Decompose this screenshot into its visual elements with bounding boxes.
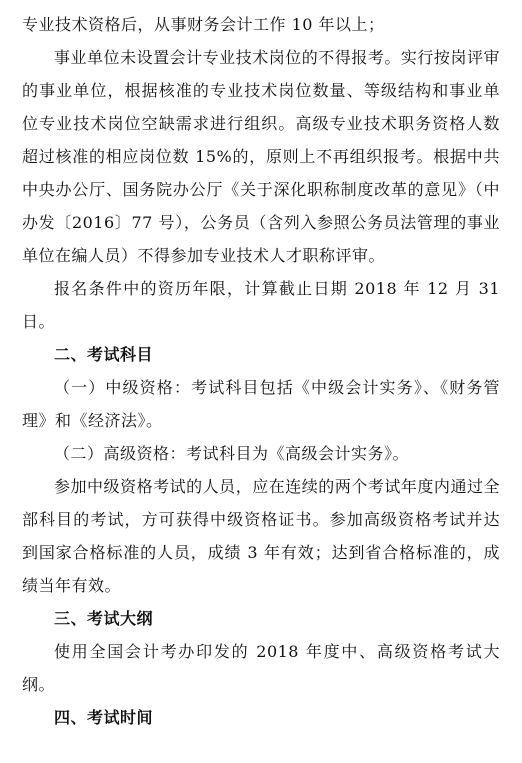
document-body — [22, 8, 500, 734]
paragraph-institution-rules: 事业单位未设置会计专业技术岗位的不得报考。实行按岗评审的事业单位，根据核准的专业技术岗位数量、等级结构和事业单位专业技术岗位空缺需求进行组织。高级专业技术职务资格人数超过核准的相应岗位数 15%的，原则上不再组织报考。根据中共中央办公厅、国务院办公厅《关于深化职称制度改革的意见》（中办发〔2016〕77 号），公务员（含列入参照公务员法管理的事业单位在编人员）不得参加专业技术人才职称评审。 — [22, 48, 500, 265]
heading-exam-subjects: 二、考试科目 — [54, 345, 154, 364]
heading-exam-syllabus: 三、考试大纲 — [54, 609, 154, 628]
paragraph-syllabus: 使用全国会计考办印发的 2018 年度中、高级资格考试大纲。 — [22, 642, 500, 694]
heading-exam-time: 四、考试时间 — [54, 708, 154, 727]
paragraph-score-validity: 参加中级资格考试的人员，应在连续的两个考试年度内通过全部科目的考试，方可获得中级资格证书。参加高级资格考试并达到国家合格标准的人员，成绩 3 年有效；达到省合格标准的，成绩当年有效。 — [22, 477, 500, 595]
paragraph-qualification-tail: 专业技术资格后，从事财务会计工作 10 年以上； — [22, 15, 385, 34]
paragraph-deadline: 报名条件中的资历年限，计算截止日期 2018 年 12 月 31 日。 — [22, 279, 500, 331]
paragraph-senior-subjects: （二）高级资格：考试科目为《高级会计实务》。 — [54, 444, 410, 463]
paragraph-intermediate-subjects: （一）中级资格：考试科目包括《中级会计实务》、《财务管理》和《经济法》。 — [22, 378, 500, 430]
